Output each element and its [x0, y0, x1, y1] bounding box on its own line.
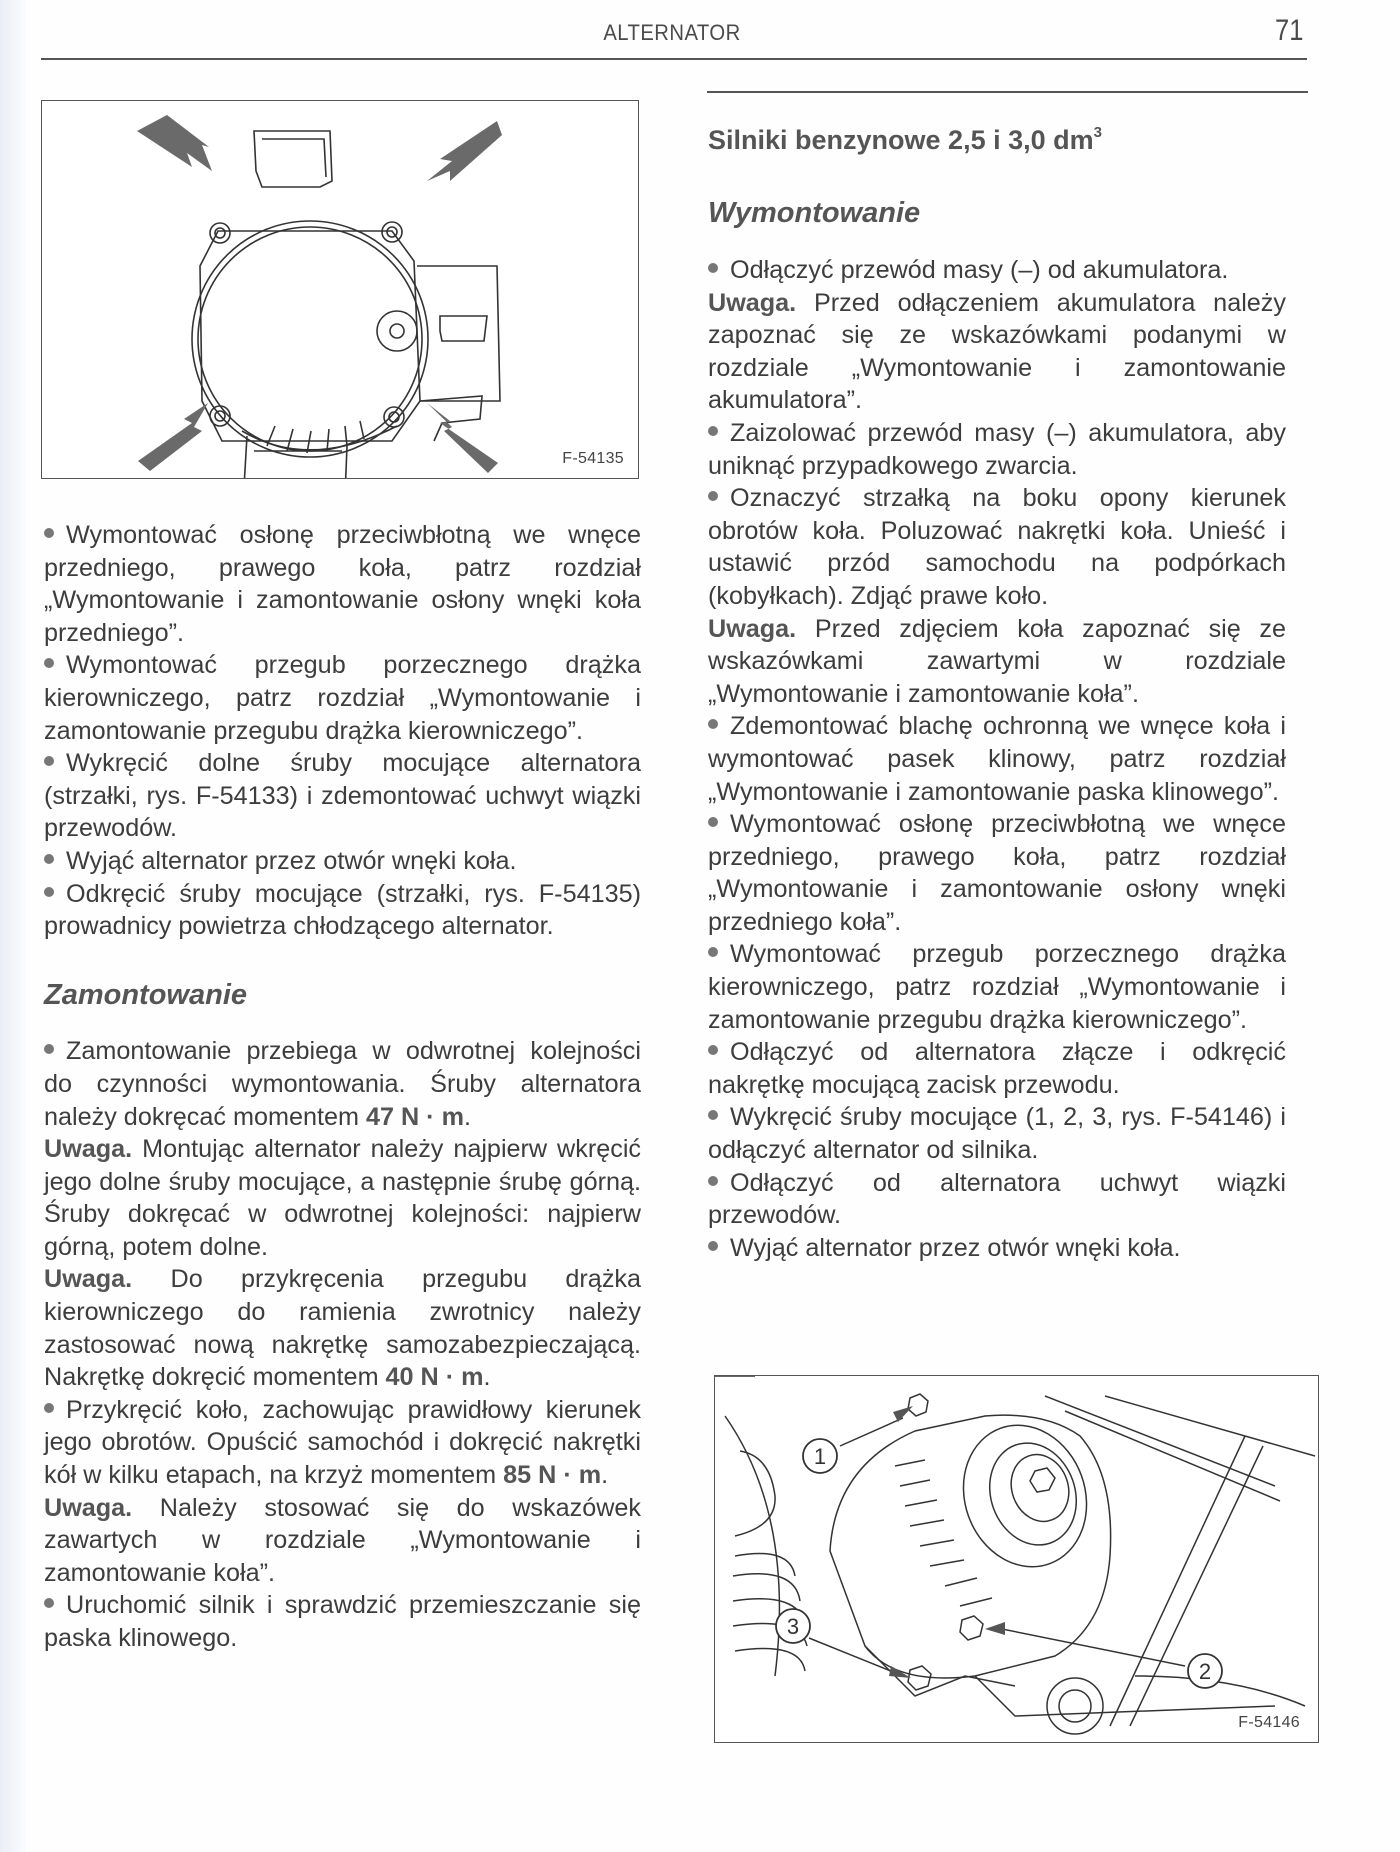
bullet-icon [44, 1598, 54, 1608]
bullet-icon [708, 263, 718, 273]
figure-caption: F-54146 [1238, 1714, 1300, 1731]
removal-step-10: Wyjąć alternator przez otwór wnęki koła. [708, 1232, 1286, 1265]
removal-step-4: Zdemontować blachę ochronną we wnęce koła i wymontować pasek klinowy, patrz rozdział „Wymontowanie i zamontowanie paska klinowego”. [708, 712, 1286, 806]
bullet-icon [708, 491, 718, 501]
note-label: Uwaga. [44, 1493, 133, 1522]
removal-note-1: Uwaga. Przed odłączeniem akumulatora należy zapoznać się ze wskazówkami podanymi w rozdziale „Wymontowanie i zamontowanie akumulatora”. [708, 288, 1286, 415]
removal-step-2: Zaizolować przewód masy (–) akumulatora, aby uniknąć przypadkowego zwarcia. [708, 418, 1286, 480]
torque-value: 85 N · m [503, 1461, 602, 1490]
note-label: Uwaga. [44, 1135, 133, 1164]
bullet-icon [708, 719, 718, 729]
install-note-1: Uwaga. Montując alternator należy najpierw wkręcić jego dolne śruby mocujące, a następnie śrubę górną. Śruby dokręcać w odwrotnej kolejności: najpierw górną, potem dolne. [44, 1135, 642, 1261]
bullet-icon [708, 426, 718, 436]
figure-f54135 [41, 100, 639, 479]
removal-step-1: Wymontować osłonę przeciwbłotną we wnęce przedniego, prawego koła, patrz rozdział „Wymontowanie i zamontowanie osłony wnęki koła przedniego”. [44, 521, 641, 647]
bullet-icon [44, 854, 54, 864]
removal-step-8: Wykręcić śruby mocujące (1, 2, 3, rys. F-54146) i odłączyć alternator od silnika. [708, 1103, 1286, 1165]
torque-value: 40 N · m [385, 1363, 484, 1392]
removal-heading: Wymontowanie [708, 197, 921, 229]
bullet-icon [44, 756, 54, 766]
bullet-icon [708, 1241, 718, 1251]
callout-1: 1 [813, 1444, 827, 1469]
right-column-text [708, 254, 1286, 1264]
section-title: Silniki benzynowe 2,5 i 3,0 $dm^3$ [708, 124, 1102, 155]
removal-step-5: Odkręcić śruby mocujące (strzałki, rys. F-54135) prowadnicy powietrza chłodzącego alternator. [44, 879, 641, 941]
figure-f54146 [714, 1375, 1319, 1743]
section-rule [707, 91, 1308, 93]
removal-step-4: Wyjąć alternator przez otwór wnęki koła. [44, 845, 641, 878]
install-step-3: Uruchomić silnik i sprawdzić przemieszczanie się paska klinowego. [44, 1591, 641, 1652]
figure-caption: F-54135 [562, 450, 624, 467]
alternator-rear-illustration [42, 101, 638, 478]
callout-2: 2 [1198, 1659, 1212, 1684]
bullet-icon [44, 528, 54, 538]
note-label: Uwaga. [708, 614, 797, 643]
removal-step-3: Wykręcić dolne śruby mocujące alternatora (strzałki, rys. F-54133) i zdemontować uchwyt wiązki przewodów. [44, 749, 641, 843]
alternator-engine-bay-illustration [715, 1376, 1318, 1742]
removal-note-2: Uwaga. Przed zdjęciem koła zapoznać się ze wskazówkami zawartymi w rozdziale „Wymontowanie i zamontowanie koła”. [708, 614, 1287, 708]
running-header: ALTERNATOR [603, 20, 741, 45]
header-rule [41, 58, 1307, 60]
note-label: Uwaga. [44, 1265, 133, 1294]
removal-step-7: Odłączyć od alternatora złącze i odkręcić nakrętkę mocującą zacisk przewodu. [708, 1038, 1286, 1099]
callout-3: 3 [786, 1614, 800, 1639]
removal-step-6: Wymontować przegub porzecznego drążka kierowniczego, patrz rozdział „Wymontowanie i zamontowanie przegubu drążka kierowniczego”. [708, 940, 1286, 1034]
removal-step-5: Wymontować osłonę przeciwbłotną we wnęce przedniego, prawego koła, patrz rozdział „Wymontowanie i zamontowanie osłony wnęki przedniego koła”. [708, 810, 1286, 936]
bullet-icon [44, 1044, 54, 1054]
installation-heading: Zamontowanie [44, 978, 248, 1011]
install-note-3: Uwaga. Należy stosować się do wskazówek zawartych w rozdziale „Wymontowanie i zamontowanie koła”. [44, 1493, 642, 1587]
page-number: 71 [1274, 14, 1303, 47]
bullet-icon [708, 1176, 718, 1186]
removal-step-1: Odłączyć przewód masy (–) od akumulatora. [708, 254, 1286, 287]
removal-step-2: Wymontować przegub porzecznego drążka kierowniczego, patrz rozdział „Wymontowanie i zamontowanie przegubu drążka kierowniczego”. [44, 651, 641, 745]
install-note-2: Uwaga. Do przykręcenia przegubu drążka kierowniczego do ramienia zwrotnicy należy zastosować nową nakrętkę samozabezpieczającą. Nakrętkę dokręcić momentem 40 N · m. [44, 1265, 642, 1392]
left-column-text [44, 519, 641, 1655]
arrow-icons [889, 1406, 1005, 1678]
bullet-icon [708, 947, 718, 957]
scan-edge-shadow [0, 0, 26, 1852]
install-step-1: Zamontowanie przebiega w odwrotnej kolejności do czynności wymontowania. Śruby alternatora należy dokręcać momentem 47 N · m. [44, 1037, 641, 1131]
bullet-icon [44, 887, 54, 897]
bullet-icon [44, 1403, 54, 1413]
install-step-2: Przykręcić koło, zachowując prawidłowy kierunek jego obrotów. Opuścić samochód i dokręcić nakrętki kół w kilku etapach, na krzyż momentem 85 N · m. [44, 1395, 641, 1490]
arrow-icons [137, 115, 502, 473]
bullet-icon [708, 817, 718, 827]
torque-value: 47 N · m [365, 1102, 464, 1131]
bullet-icon [708, 1110, 718, 1120]
note-label: Uwaga. [708, 288, 797, 317]
removal-step-3: Oznaczyć strzałką na boku opony kierunek obrotów koła. Poluzować nakrętki koła. Unieść i ustawić przód samochodu na podpórkach (kobyłkach). Zdjąć prawe koło. [708, 484, 1286, 610]
removal-step-9: Odłączyć od alternatora uchwyt wiązki przewodów. [708, 1168, 1286, 1230]
bullet-icon [708, 1045, 718, 1055]
bullet-icon [44, 658, 54, 668]
callout-markers [776, 1439, 1222, 1688]
